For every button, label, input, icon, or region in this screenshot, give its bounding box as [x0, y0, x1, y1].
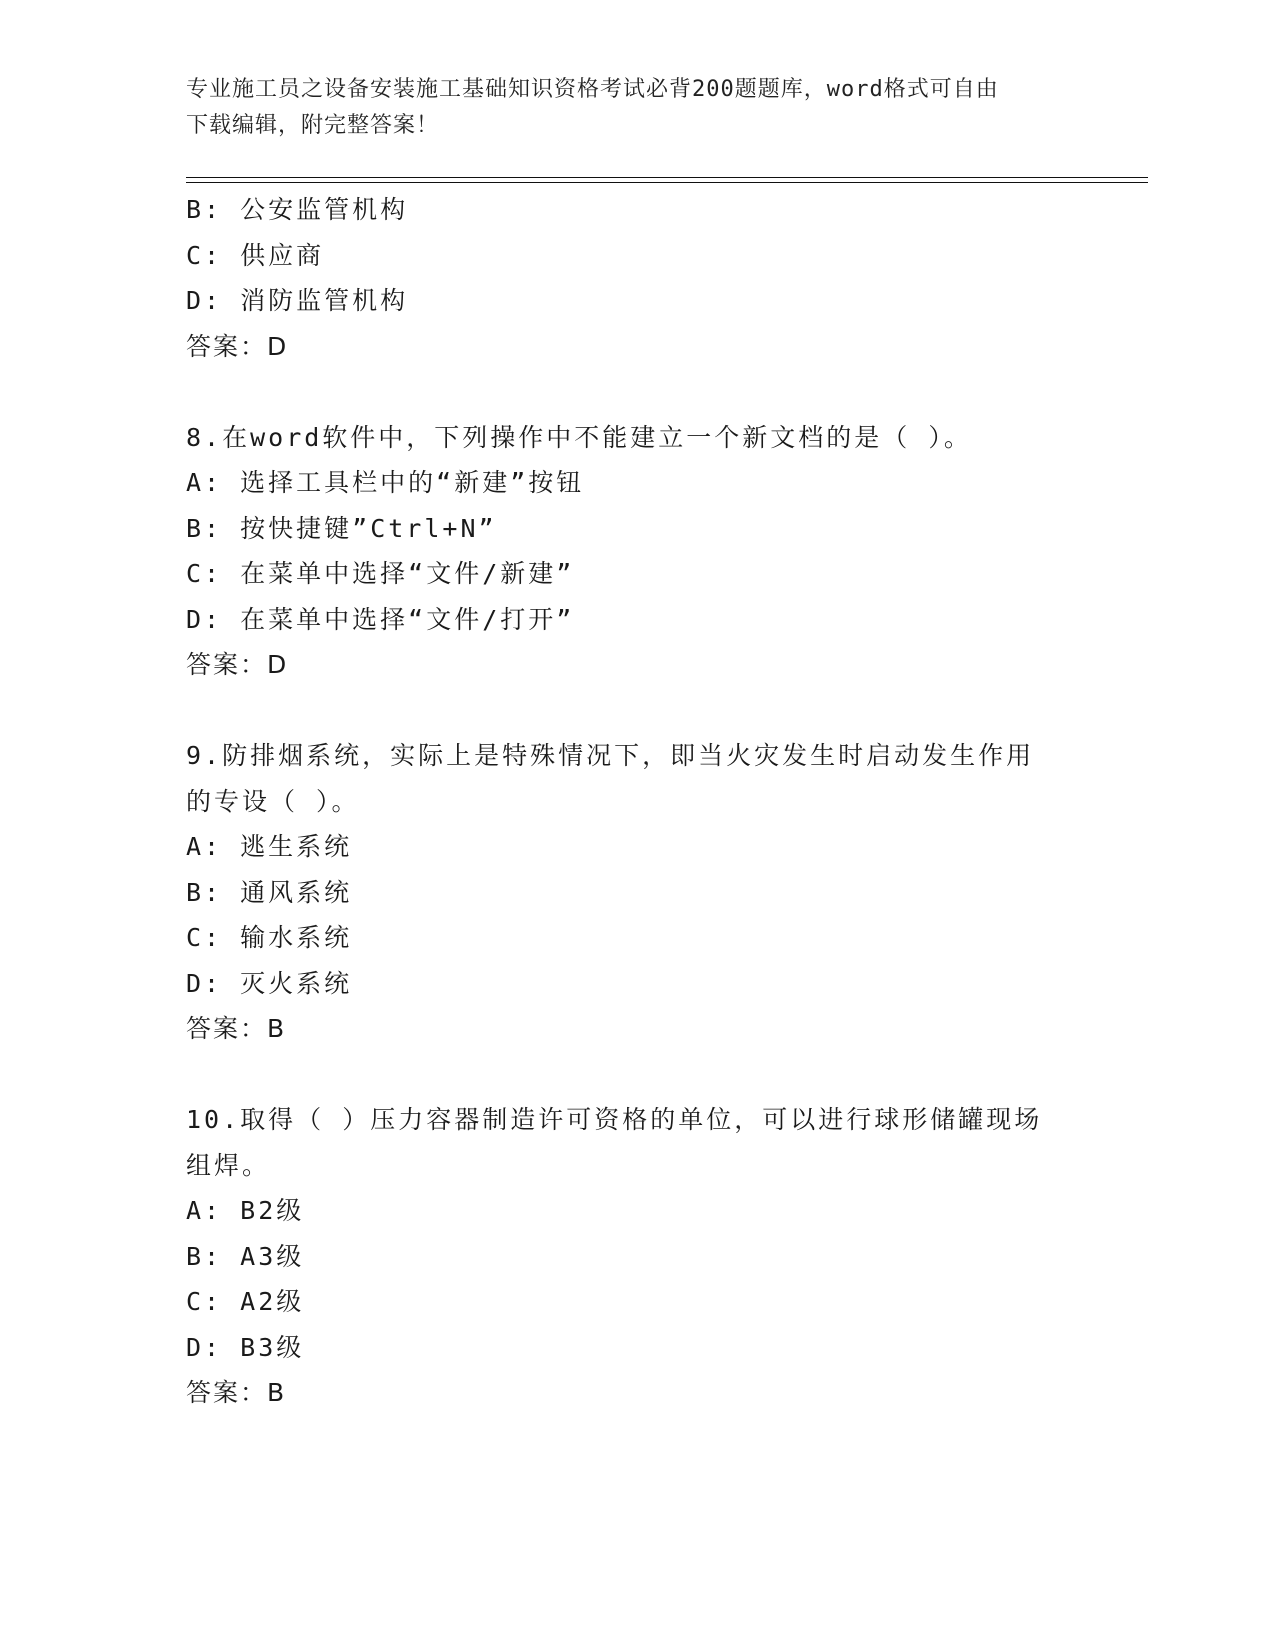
question-stem-continued: 组焊。 — [186, 1150, 271, 1180]
option-b: B: 按快捷键”Ctrl+N” — [186, 513, 497, 543]
option-c: C: 供应商 — [186, 240, 325, 270]
option-a: A: B2级 — [186, 1196, 305, 1225]
option-b: B: A3级 — [186, 1241, 305, 1271]
option-c: C: A2级 — [186, 1287, 305, 1316]
header-divider-top — [186, 177, 1148, 178]
answer-line: 答案：B — [186, 1014, 287, 1043]
option-b: B: 通风系统 — [186, 877, 353, 907]
header-divider-bottom — [186, 182, 1148, 183]
answer-line: 答案：B — [186, 1378, 287, 1407]
answer-line: 答案：D — [186, 331, 289, 361]
question-block-10 — [186, 1097, 1066, 1416]
question-block-9 — [186, 733, 1066, 1052]
option-c: C: 在菜单中选择“文件/新建” — [186, 559, 575, 588]
question-stem: 8.在word软件中，下列操作中不能建立一个新文档的是（ ）。 — [186, 422, 972, 452]
question-stem: 9.防排烟系统，实际上是特殊情况下，即当火灾发生时启动发生作用 — [186, 741, 1035, 770]
option-d: D: B3级 — [186, 1332, 305, 1362]
option-b: B: 公安监管机构 — [186, 195, 409, 224]
option-d: D: 灭火系统 — [186, 968, 353, 998]
option-d: D: 消防监管机构 — [186, 286, 409, 315]
spacer — [186, 688, 1066, 734]
question-block-8 — [186, 415, 1066, 688]
option-d: D: 在菜单中选择“文件/打开” — [186, 604, 575, 634]
answer-line: 答案：D — [186, 650, 289, 679]
question-stem-continued: 的专设（ ）。 — [186, 786, 360, 816]
question-block-prev — [186, 187, 1066, 369]
spacer — [186, 369, 1066, 415]
header-line-2: 下载编辑，附完整答案！ — [186, 113, 440, 138]
question-stem: 10.取得（ ）压力容器制造许可资格的单位，可以进行球形储罐现场 — [186, 1105, 1043, 1134]
spacer — [186, 1052, 1066, 1098]
question-list — [186, 187, 1066, 1416]
option-a: A: 逃生系统 — [186, 832, 353, 861]
header-line-1: 专业施工员之设备安装施工基础知识资格考试必背200题题库，word格式可自由 — [186, 77, 999, 102]
option-a: A: 选择工具栏中的“新建”按钮 — [186, 468, 585, 497]
option-c: C: 输水系统 — [186, 923, 353, 952]
document-header — [186, 72, 1066, 144]
